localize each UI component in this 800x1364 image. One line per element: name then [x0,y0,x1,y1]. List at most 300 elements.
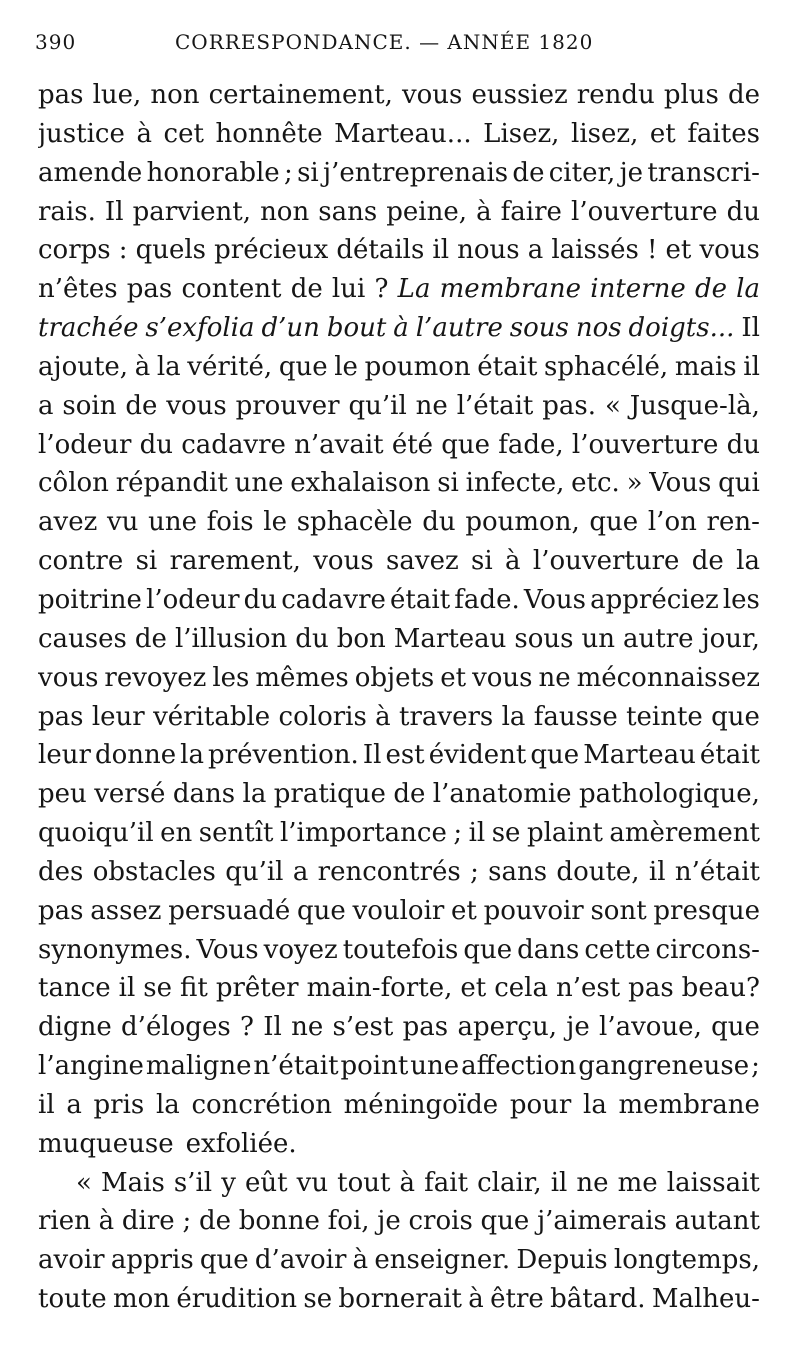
word: si [297,157,319,188]
word: il [550,1167,568,1198]
word: se [491,818,521,849]
word: certainement, [208,80,393,110]
word: qu’il [348,390,407,421]
word: la [583,1089,607,1120]
word: que [480,1206,530,1237]
word: bâtard. [550,1284,646,1315]
word: pour [509,1089,572,1120]
word: ? [239,1012,254,1043]
word: n’avait [294,429,384,460]
word: vous [166,390,227,421]
word: autre [623,623,694,654]
word: à [352,1245,369,1276]
word: Il [741,313,760,344]
text-line [38,542,760,581]
word: longtemps, [613,1245,760,1276]
word: je [619,157,644,188]
word: été [391,429,434,460]
text-line [38,736,760,775]
word: sentît [198,818,274,849]
word: Vous [523,584,586,615]
word: évident [428,740,527,771]
word: etc. [571,468,620,499]
word: prouver [235,390,340,421]
word: autant [674,1206,760,1237]
word: Il [362,740,382,771]
word: coloris [278,701,367,732]
word: rais. [38,196,96,227]
word: à [505,546,521,577]
word: la [242,779,267,810]
word: amende [38,157,143,188]
word: a [38,390,54,421]
text-line [38,464,760,503]
word: n’était [674,856,760,887]
word: pas [126,274,173,305]
word: il [432,235,450,266]
word: eût [244,1167,288,1198]
word: l’illusion [174,623,288,654]
word: la [155,1089,180,1120]
word: plaint [526,818,603,849]
word: la [156,351,181,382]
word: cadavre [281,584,386,615]
word: transcri- [647,157,760,188]
word: honnête [215,118,323,149]
word: Marteau... [334,118,472,149]
word: pas [38,80,84,110]
text-line [38,1125,760,1164]
word: bon [336,623,386,654]
word: cadavre [181,429,286,460]
word: si [135,546,158,577]
word: s’il [173,1167,213,1198]
word: rendu [576,80,655,110]
word: dans [517,934,580,965]
word: lui [331,274,366,305]
word: vous [313,546,374,577]
word: maligne [145,1051,252,1082]
word: et [440,662,467,693]
text-line [38,193,760,232]
word: du [726,429,760,460]
word: rencontrés [317,856,461,887]
word: y [221,1167,236,1198]
word: sans [488,856,548,887]
word: objets [354,662,435,693]
italic-word: de [694,274,727,305]
word: était [699,740,760,771]
word: la [736,546,760,577]
word: pathologique, [578,779,760,810]
word: ne [291,1012,324,1043]
word: « [76,1167,92,1198]
word: à [136,118,152,149]
word: de [393,779,426,810]
text-line [38,309,760,348]
word: concrétion [191,1089,332,1120]
word: de [198,1206,231,1237]
word: vous [472,662,533,693]
word: il [648,856,666,887]
text-line [38,620,760,659]
word: nous [457,235,520,266]
word: ? [374,274,389,305]
word: revoyez [104,662,207,693]
word: ; [470,856,479,887]
word: mêmes [255,662,349,693]
word: d’avoir [254,1245,347,1276]
word: les [722,584,760,615]
text-line [38,387,760,426]
text-line [38,426,760,465]
text-line [38,231,760,270]
word: citer, [548,157,616,188]
word: beau? [681,973,760,1004]
word: ajoute, [38,351,129,382]
text-line [38,1241,760,1280]
word: vous [699,235,760,266]
word: plus [663,80,719,110]
text-line [38,814,760,853]
word: Malheu- [651,1284,760,1315]
word: exhalaison [290,468,431,499]
word: travers [399,701,494,732]
word: pas [38,895,84,926]
word: l’avoue, [599,1012,702,1043]
italic-word: sous [509,313,569,344]
word: que [530,740,580,771]
word: a [527,235,544,266]
word: ; [453,818,463,849]
text-line [38,931,760,970]
word: ren- [706,507,760,538]
word: soin [62,390,117,421]
word: muqueuse [38,1128,174,1159]
word: vous [38,662,99,693]
word: membrane [618,1089,760,1120]
word: du [726,196,760,227]
italic-word: l’autre [415,313,503,344]
word: l’angine [38,1051,144,1082]
text-line [38,892,760,931]
word: teinte [626,701,703,732]
page-header [35,30,760,62]
word: ! [646,235,658,266]
word: clair, [477,1167,542,1198]
italic-word: d’un [261,313,320,344]
text-line [38,1047,760,1086]
word: content [181,274,282,305]
word: un [581,623,616,654]
italic-word: s’exfolia [145,313,255,344]
word: de [125,390,158,421]
word: vu [106,507,139,538]
italic-word: doigts... [628,313,735,344]
word: sous [514,623,574,654]
italic-word: nos [575,313,622,344]
word: que [589,507,639,538]
italic-word: à [393,313,409,344]
word: a [66,1089,82,1120]
word: sphacèle [296,507,413,538]
word: tance [38,973,111,1004]
word: faire [500,196,562,227]
word: du [295,623,329,654]
word: à [98,1206,115,1237]
word: point [340,1051,409,1082]
word: main-forte, [306,973,453,1004]
word: l’anatomie [432,779,572,810]
word: mon [113,1284,171,1315]
word: eussiez [471,80,568,110]
word: doute, [556,856,640,887]
text-line [38,1008,760,1047]
word: dire [121,1206,175,1237]
word: il [743,351,760,382]
word: de [727,80,760,110]
word: si [437,468,459,499]
word: l’odeur [146,584,240,615]
word: l’était [456,390,534,421]
text-line [38,1164,760,1203]
word: synonymes. [38,934,192,965]
word: que [297,895,346,926]
word: vérité, [187,351,273,382]
word: laissait [666,1167,760,1198]
word: avoir [38,1245,105,1276]
word: sans [318,196,378,227]
word: obstacles [92,856,216,887]
word: de [512,157,545,188]
word: circons- [655,934,760,965]
word: vouloir [352,895,445,926]
word: s’est [332,1012,394,1043]
word: poumon, [465,507,580,538]
word: fait [424,1167,469,1198]
word: être [490,1284,544,1315]
word: Jusque-là, [629,390,760,421]
word: à [375,701,391,732]
word: et [649,118,676,149]
word: l’importance [279,818,447,849]
word: il [118,973,136,1004]
text-line [38,1086,760,1125]
word: pas. [542,390,597,421]
word: érudition [176,1284,298,1315]
word: Depuis [516,1245,608,1276]
text-line [38,698,760,737]
italic-word: bout [326,313,387,344]
word: Vous [196,934,259,965]
word: cette [584,934,651,965]
word: fade. [454,584,520,615]
word: à [468,1284,484,1315]
word: que [711,1012,760,1043]
word: la [501,701,526,732]
word: si [471,546,493,577]
word: leur [91,701,145,732]
text-line [38,659,760,698]
word: cet [163,118,204,149]
word: qu’il [225,856,284,887]
italic-word: membrane [439,274,582,305]
word: pouvoir [483,895,584,926]
word: était [477,351,538,382]
text-line [38,1202,760,1241]
word: faites [687,118,760,149]
word: que [199,1245,249,1276]
italic-word: la [736,274,760,305]
word: fit [180,973,208,1004]
word: « [604,390,621,421]
word: » [626,468,643,499]
word: prêter [215,973,299,1004]
text-line [38,775,760,814]
word: amèrement [609,818,760,849]
word: leur [38,740,91,771]
word: côlon [38,468,109,499]
word: contre [38,546,124,577]
word: prévention. [208,740,359,771]
word: infecte, [465,468,565,499]
word: versé [94,779,166,810]
text-line [38,581,760,620]
word: et [451,895,477,926]
word: crois [408,1206,473,1237]
word: n’êtes [38,274,118,305]
word: donne [94,740,177,771]
word: fausse [533,701,618,732]
word: quoiqu’il [38,818,154,849]
word: non [150,80,200,110]
word: précieux [214,235,329,266]
word: se [143,973,173,1004]
word: à [399,1167,416,1198]
word: je [566,1012,590,1043]
word: Vous [649,468,712,499]
word: l’odeur [38,429,132,460]
word: une [410,1051,460,1082]
word: du [139,429,174,460]
word: voyez [263,934,338,965]
word: a [292,856,309,887]
word: dans [172,779,236,810]
word: ; [751,1051,760,1082]
body-text [38,76,760,1319]
word: de [134,623,167,654]
word: il [468,818,486,849]
word: ne [415,390,448,421]
word: presque [653,895,760,926]
word: de [691,546,724,577]
word: tout [337,1167,391,1198]
word: vu [296,1167,329,1198]
text-line [38,270,760,309]
word: le [334,351,358,382]
word: la [180,740,204,771]
word: assez [90,895,162,926]
word: toutefois [342,934,459,965]
word: l’ouverture [532,546,680,577]
word: justice [38,118,125,149]
word: rarement, [169,546,301,577]
word: : [118,235,128,266]
italic-word: interne [590,274,686,305]
text-line [38,503,760,542]
word: aperçu, [457,1012,557,1043]
word: causes [38,623,127,654]
word: l’ouverture [571,196,718,227]
word: fois [206,507,254,538]
word: Marteau [393,623,507,654]
word: persuadé [168,895,291,926]
text-line [38,1280,760,1319]
word: l’ouverture [571,429,719,460]
word: ; [182,1206,192,1237]
page-number: 390 [35,30,77,54]
word: et [665,235,692,266]
word: véritable [153,701,271,732]
word: Mais [101,1167,165,1198]
text-line [38,348,760,387]
italic-word: La [397,274,431,305]
word: répandit [115,468,228,499]
word: bonne [238,1206,320,1237]
word: rien [38,1206,91,1237]
word: appris [110,1245,194,1276]
word: vous [401,80,463,110]
word: est [385,740,425,771]
word: pas [38,701,84,732]
word: je [377,1206,401,1237]
word: n’est [555,973,621,1004]
word: était [390,584,451,615]
word: en [160,818,193,849]
word: sphacélé, [544,351,669,382]
word: mais [674,351,737,382]
word: j’aimerais [537,1206,667,1237]
word: une [234,468,284,499]
word: peu [38,779,87,810]
word: Il [263,1012,282,1043]
word: que [441,429,491,460]
word: ; [284,157,293,188]
word: il [38,1089,55,1120]
word: que [463,934,513,965]
word: méningoïde [343,1089,499,1120]
word: me [617,1167,658,1198]
word: affection [461,1051,577,1082]
word: exfoliée. [185,1128,297,1159]
word: d’éloges [121,1012,231,1043]
word: peine, [386,196,468,227]
word: jour, [701,623,760,654]
word: l’on [647,507,697,538]
word: pas [402,1012,449,1043]
word: pas [628,973,674,1004]
word: quels [135,235,207,266]
word: méconnaissez [576,662,760,693]
word: fade, [498,429,564,460]
word: lisez, [571,118,639,149]
word: du [243,584,278,615]
word: poumon [364,351,471,382]
running-title: CORRESPONDANCE. — ANNÉE 1820 [175,30,594,54]
word: les [212,662,250,693]
word: ne [538,662,571,693]
word: honorable [146,157,280,188]
